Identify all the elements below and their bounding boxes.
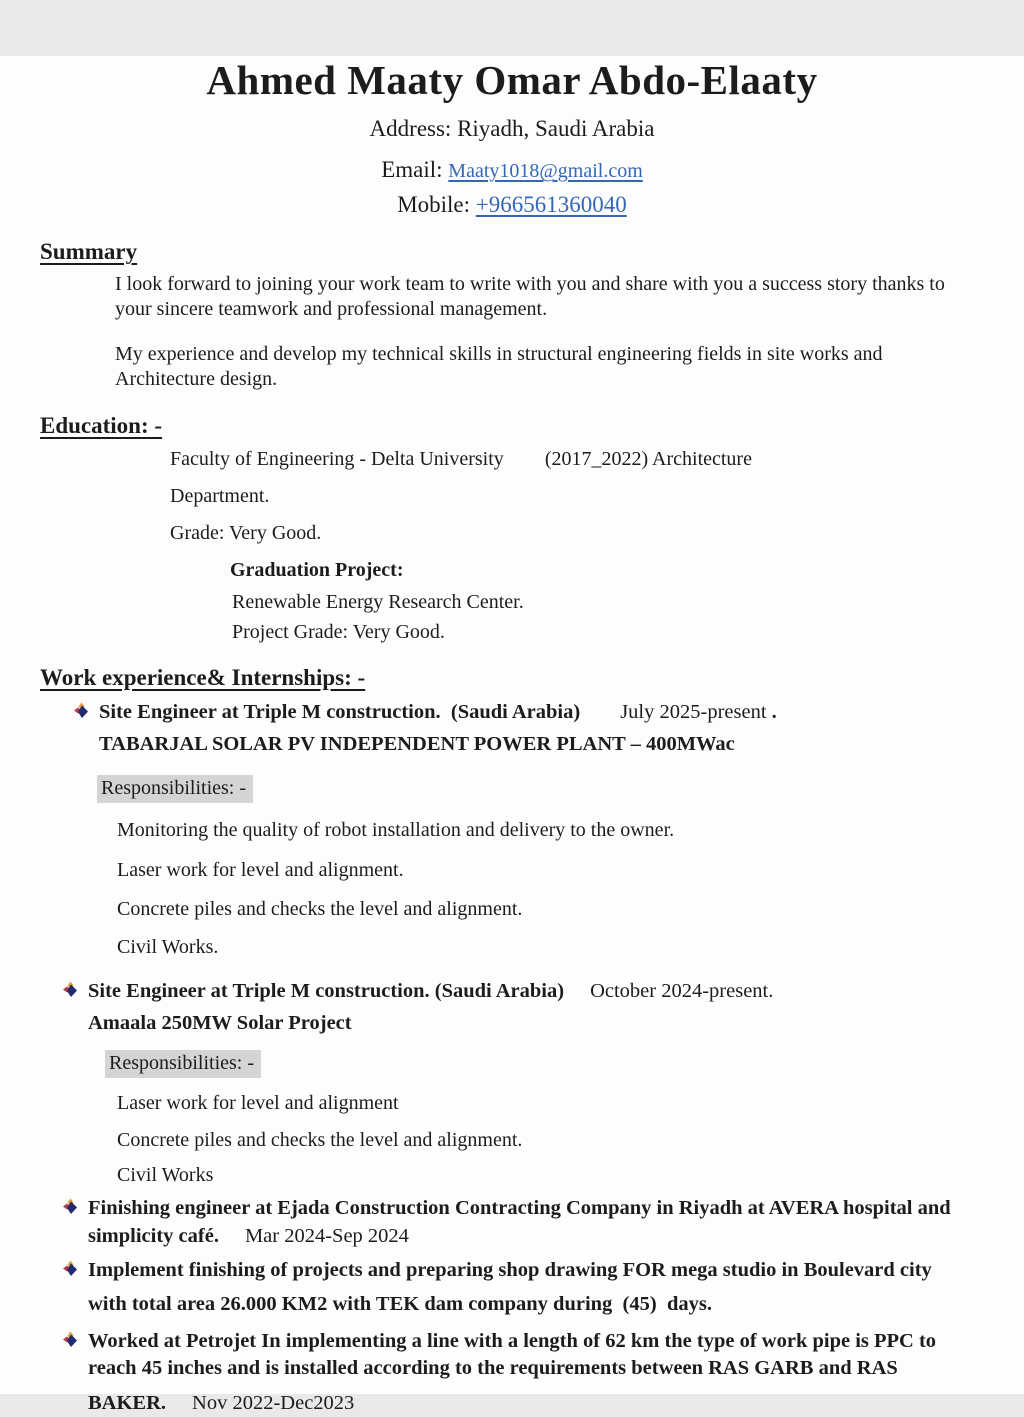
job-entry-5 bbox=[62, 1328, 994, 1417]
education-department-line: Department. bbox=[170, 485, 270, 507]
address-line: Address: Riyadh, Saudi Arabia bbox=[369, 116, 655, 141]
job-title-line bbox=[99, 699, 777, 726]
work-experience-heading: Work experience& Internships: - bbox=[40, 665, 366, 690]
task-item: Monitoring the quality of robot installation and delivery to the owner. bbox=[117, 819, 675, 841]
job-date: Nov 2022-Dec2023 bbox=[192, 1392, 355, 1414]
job-description-line: Finishing engineer at Ejada Construction Contracting Company in Riyadh at AVERA hospital and bbox=[88, 1197, 951, 1219]
email-link[interactable]: Maaty1018@gmail.com bbox=[448, 160, 643, 182]
email-label: Email: bbox=[381, 157, 449, 182]
summary-heading: Summary bbox=[40, 239, 138, 264]
graduation-project-grade: Project Grade: Very Good. bbox=[232, 621, 445, 643]
mobile-row bbox=[0, 192, 1024, 218]
job-project-name: TABARJAL SOLAR PV INDEPENDENT POWER PLANT – 400MWac bbox=[99, 733, 735, 755]
task-item: Laser work for level and alignment. bbox=[117, 859, 404, 881]
job-project-name: Amaala 250MW Solar Project bbox=[88, 1012, 352, 1034]
colored-diamond-bullet-icon bbox=[62, 1328, 88, 1353]
education-faculty-line bbox=[170, 448, 984, 471]
task-item: Concrete piles and checks the level and alignment. bbox=[117, 898, 523, 920]
job-entry-4 bbox=[62, 1257, 994, 1318]
colored-diamond-bullet-icon bbox=[62, 978, 88, 1003]
mobile-label: Mobile: bbox=[397, 192, 476, 217]
task-item: Civil Works bbox=[117, 1164, 214, 1186]
responsibilities-label: Responsibilities: - bbox=[105, 1050, 261, 1078]
job-entry-2 bbox=[62, 978, 994, 1037]
job-title: Site Engineer at Triple M construction. (Saudi Arabia) bbox=[99, 701, 581, 723]
faculty-text: Faculty of Engineering - Delta University bbox=[170, 448, 504, 470]
education-grade-line: Grade: Very Good. bbox=[170, 522, 322, 544]
job-title: Site Engineer at Triple M construction. (Saudi Arabia) bbox=[88, 980, 565, 1002]
job-description-line: reach 45 inches and is installed according to the requirements between RAS GARB and RAS bbox=[88, 1357, 898, 1379]
email-row bbox=[0, 157, 1024, 183]
job-date: Mar 2024-Sep 2024 bbox=[244, 1225, 409, 1247]
graduation-project-name: Renewable Energy Research Center. bbox=[232, 591, 524, 613]
job-description-line bbox=[88, 1223, 951, 1250]
candidate-name: Ahmed Maaty Omar Abdo-Elaaty bbox=[206, 57, 818, 103]
task-item: Concrete piles and checks the level and alignment. bbox=[117, 1129, 523, 1151]
job-date: July 2025-present bbox=[620, 701, 767, 723]
summary-paragraph-2: My experience and develop my technical skills in structural engineering fields in site works and Architecture design. bbox=[115, 343, 883, 390]
colored-diamond-bullet-icon bbox=[62, 1195, 88, 1220]
job-date: October 2024-present. bbox=[590, 980, 774, 1002]
mobile-link[interactable]: +966561360040 bbox=[475, 192, 627, 217]
job-entry-1 bbox=[73, 699, 994, 758]
job-date-suffix: . bbox=[766, 701, 777, 723]
graduation-project-heading: Graduation Project: bbox=[230, 559, 404, 581]
job-description-line bbox=[88, 1390, 936, 1417]
colored-diamond-bullet-icon bbox=[62, 1257, 88, 1282]
colored-diamond-bullet-icon bbox=[73, 699, 99, 724]
education-years: (2017_2022) Architecture bbox=[544, 448, 752, 470]
summary-paragraph-1: I look forward to joining your work team to write with you and share with you a success story thanks to your sincere teamwork and professional management. bbox=[115, 273, 945, 320]
job-entry-3 bbox=[62, 1195, 994, 1250]
job-title-continued: BAKER. bbox=[88, 1392, 167, 1414]
education-heading: Education: - bbox=[40, 413, 163, 438]
job-title-line bbox=[88, 978, 773, 1005]
job-description-line: Implement finishing of projects and preparing shop drawing FOR mega studio in Boulevard city bbox=[88, 1259, 932, 1281]
task-item: Laser work for level and alignment bbox=[117, 1092, 399, 1114]
responsibilities-label: Responsibilities: - bbox=[97, 775, 253, 803]
task-item: Civil Works. bbox=[117, 936, 219, 958]
job-title-continued: simplicity café. bbox=[88, 1225, 219, 1247]
resume-page bbox=[0, 56, 1024, 1414]
job-description-line: with total area 26.000 KM2 with TEK dam company during (45) days. bbox=[88, 1293, 712, 1315]
job-description-line: Worked at Petrojet In implementing a line with a length of 62 km the type of work pipe is PPC to bbox=[88, 1330, 937, 1352]
